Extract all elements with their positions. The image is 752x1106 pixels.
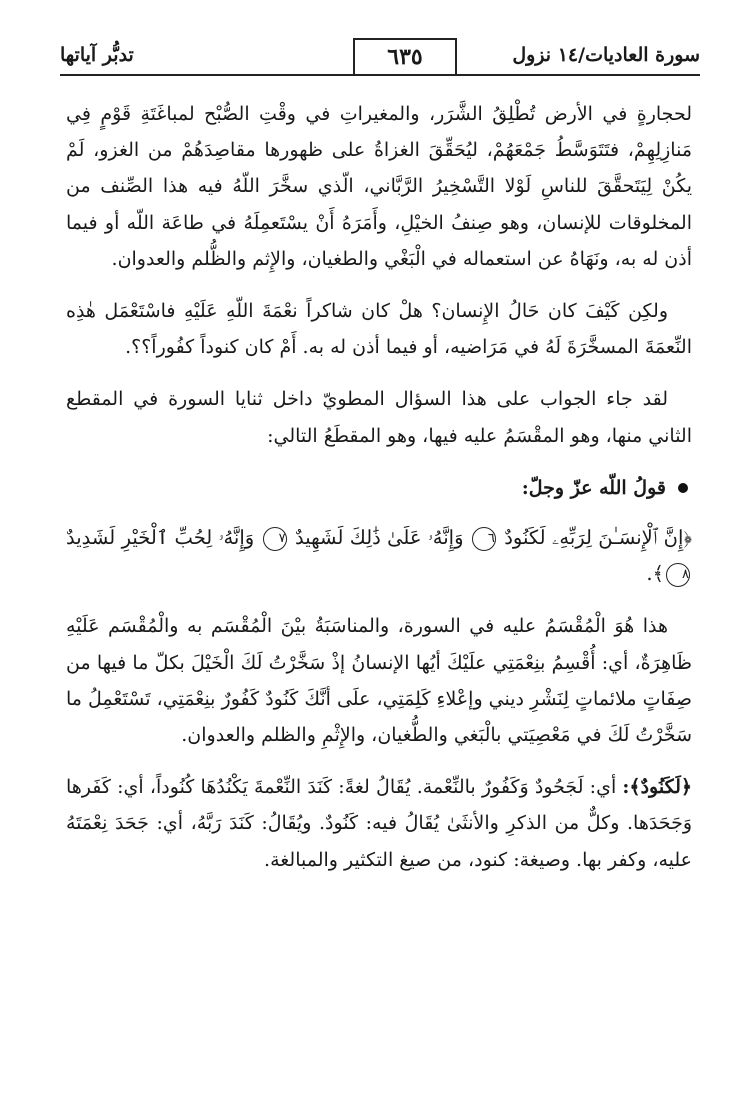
- ayah-number-7: ٧: [263, 527, 287, 551]
- section-title: تدبُّر آياتها: [60, 44, 134, 66]
- paragraph-5: هذا هُوَ الْمُقْسَمُ عليه في السورة، والمناسَبَةُ بيْنَ الْمُقْسَم به والْمُقْسَم عَلَيْهِ ظَاهِرَةٌ، أي: أُقْسِمُ بنِعْمَتِي علَيْكَ أيُها الإنسانُ إذْ سَخَّرْتُ لَكَ الْخَيْلَ بكلّ ما فيها من صِفَاتٍ ملائماتٍ لِنَشْرِ ديني وإعْلاءِ كَلِمَتِي، علَى أنَّكَ كَنُودٌ كَفُورٌ بنِعْمَتِي، تَسْتَعْمِلُ ما سَخَّرْتُ لَكَ في مَعْصِيَتي بالْبَغي والطُّغيان، والإِثْمِ والظلم والعدوان.: [66, 615, 692, 747]
- term-kanud: ﴿لَكَنُودٌ﴾:: [622, 776, 692, 799]
- ayah-number-8: ٨: [666, 563, 690, 587]
- quran-verses: [66, 520, 692, 592]
- paragraph-2: ولكِن كَيْفَ كان حَالُ الإِنسان؟ هلْ كان شاكراً نعْمَةَ اللّهِ عَلَيْهِ فاسْتَعْمَل هٰذِه النِّعمَةَ المسخَّرَةَ لَهُ في مَرَاضيه، أو فيما أذن له به. أَمْ كان كنوداً كفُوراً؟؟.: [66, 300, 692, 359]
- paragraph-6: [66, 769, 692, 878]
- header-divider: [60, 74, 700, 76]
- page-number: ٦٣٥: [353, 38, 457, 74]
- verse-6-text: ﴿إِنَّ ٱلْإِنسَـٰنَ لِرَبِّهِۦ لَكَنُودٌ: [504, 526, 693, 550]
- bullet-text: قولُ اللّه عزّ وجلّ:: [521, 476, 666, 499]
- verse-close-bracket: ﴾.: [646, 562, 664, 586]
- page-body: [66, 96, 692, 894]
- bullet-item: [66, 470, 692, 506]
- verse-8-text: وَإِنَّهُۥ لِحُبِّ ٱلْخَيْرِ لَشَدِيدٌ: [66, 526, 255, 550]
- surah-title: سورة العاديات/١٤ نزول: [512, 44, 700, 66]
- term-kanud-explanation: أي: لَجَحُودٌ وَكَفُورٌ بالنِّعْمة. يُقَالُ لغةً: كَنَدَ النِّعْمةَ يَكْنُدُهَا كُنُوداً، أي: كَفَرها وَجَحَدَها. وكلٌّ من الذكرِ والأنثَىٰ يُقَالُ فيه: كَنُودٌ. ويُقَالُ: كَنَدَ رَبَّهُ، أي: جَحَدَ نِعْمَتَهُ عليه، وكفر بها. وصيغة: كنود، من صيغ التكثير والمبالغة.: [66, 776, 692, 871]
- paragraph-3: لقد جاء الجواب على هذا السؤال المطويّ داخل ثنايا السورة في المقطع الثاني منها، وهو المقْسَمُ عليه فيها، وهو المقطَعُ التالي:: [66, 388, 692, 447]
- bullet-icon: [678, 483, 688, 493]
- ayah-number-6: ٦: [472, 527, 496, 551]
- page-header: [60, 38, 700, 80]
- verse-7-text: وَإِنَّهُۥ عَلَىٰ ذَٰلِكَ لَشَهِيدٌ: [294, 526, 464, 550]
- paragraph-1: لحجارةٍ في الأرض تُطْلِقُ الشَّرَر، والمغيراتِ في وقْتِ الصُّبْح لمباغَتَةِ قَوْمٍ فِي مَنازِلِهِمْ، فتَتَوَسَّطُ جَمْعَهُمْ، ليُحَقِّقَ الغزاةُ على ظهورها مقاصِدَهُمْ من الغزو، لَمْ يكُنْ لِيَتَحقَّقَ للناسِ لَوْلا التَّسْخِيرُ الرَّبَّاني، الّذي سخَّرَ اللّهُ فيه هذا الصِّنف من المخلوقات للإنسان، وهو صِنفُ الخيْلِ، وأَمَرَهُ أَنْ يسْتَعمِلَهُ في طاعَة اللّه أو فيما أذن له به، ونَهَاهُ عن استعماله في الْبَغْي والطغيان، والإِثم والظُّلم والعدوان.: [66, 103, 692, 270]
